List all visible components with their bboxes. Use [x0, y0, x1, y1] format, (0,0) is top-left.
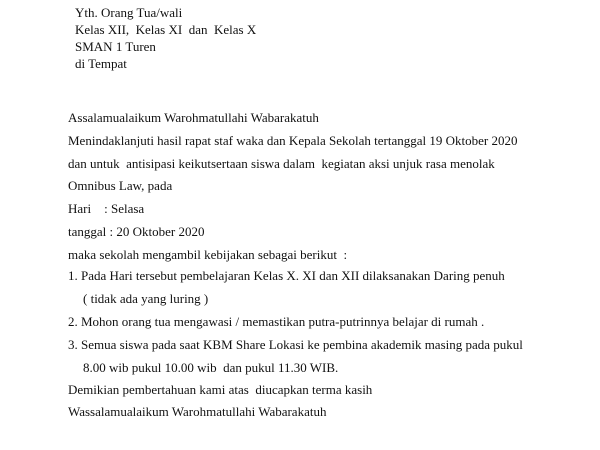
list-item-continuation: ( tidak ada yang luring ) [83, 291, 209, 306]
list-item-continuation: 8.00 wib pukul 10.00 wib dan pukul 11.30 WIB. [83, 360, 339, 375]
paragraph-line: Omnibus Law, pada [68, 178, 173, 193]
farewell-line: Wassalamualaikum Warohmatullahi Wabarakatuh [68, 404, 327, 419]
list-item: 1. Pada Hari tersebut pembelajaran Kelas X. XI dan XII dilaksanakan Daring penuh [68, 268, 505, 283]
date-line: tanggal : 20 Oktober 2020 [68, 224, 205, 239]
policy-intro: maka sekolah mengambil kebijakan sebagai berikut : [68, 247, 348, 262]
greeting: Assalamualaikum Warohmatullahi Wabarakatuh [68, 110, 319, 125]
day-line: Hari : Selasa [68, 201, 145, 216]
list-item: 2. Mohon orang tua mengawasi / memastikan putra-putrinnya belajar di rumah . [68, 314, 485, 329]
recipient-line: Yth. Orang Tua/wali [75, 5, 183, 20]
closing-line: Demikian pembertahuan kami atas diucapkan terma kasih [68, 382, 373, 397]
paragraph-line: Menindaklanjuti hasil rapat staf waka dan Kepala Sekolah tertanggal 19 Oktober 2020 [68, 133, 518, 148]
recipient-place: di Tempat [75, 56, 127, 71]
recipient-classes: Kelas XII, Kelas XI dan Kelas X [75, 22, 257, 37]
recipient-school: SMAN 1 Turen [75, 39, 156, 54]
paragraph-line: dan untuk antisipasi keikutsertaan siswa dalam kegiatan aksi unjuk rasa menolak [68, 156, 495, 171]
list-item: 3. Semua siswa pada saat KBM Share Lokasi ke pembina akademik masing pada pukul [68, 337, 523, 352]
